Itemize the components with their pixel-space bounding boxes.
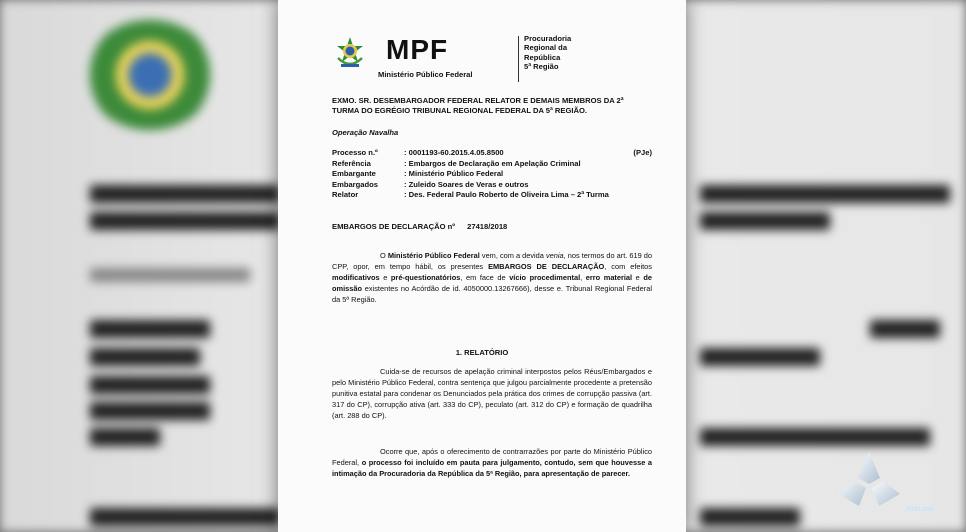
embargos-number: 27418/2018 xyxy=(467,222,508,231)
embargos-heading xyxy=(332,222,507,232)
field-label: Embargados xyxy=(332,179,378,189)
field-value: : Zuleido Soares de Veras e outros xyxy=(404,179,529,189)
operation-name: Operação Navalha xyxy=(332,128,399,137)
field-row xyxy=(332,159,652,170)
field-row xyxy=(332,148,652,159)
field-value: : Ministério Público Federal xyxy=(404,169,504,178)
case-fields xyxy=(332,148,652,201)
field-value: : Embargos de Declaração em Apelação Criminal xyxy=(404,158,581,168)
tv-channel-logo-icon xyxy=(834,448,904,518)
tv-channel-logo-text: ATALAIA xyxy=(906,506,934,513)
document-page xyxy=(278,0,686,532)
field-label: Relator xyxy=(332,190,359,199)
field-row xyxy=(332,190,652,201)
org-line: República xyxy=(524,52,561,62)
field-label: Referência xyxy=(332,158,371,168)
field-extra: (PJe) xyxy=(633,148,652,157)
header-divider xyxy=(518,36,519,82)
occurrence-paragraph: Ocorre que, após o oferecimento de contrarrazões por parte do Ministério Público Federal, o processo foi incluído em pauta para julgamento, contudo, sem que houvesse a intimação da Procuradoria da República da 5ª Região, para apresentação de parecer. xyxy=(332,447,652,479)
field-value: : Des. Federal Paulo Roberto de Oliveira Lima – 2ª Turma xyxy=(404,190,609,199)
mpf-subtitle: Ministério Público Federal xyxy=(378,70,473,79)
mpf-logo-text: MPF xyxy=(386,34,449,65)
org-line: 5ª Região xyxy=(524,62,559,72)
field-label: Processo n.º xyxy=(332,148,378,157)
mpf-organization xyxy=(524,34,571,72)
field-label: Embargante xyxy=(332,169,376,178)
org-line: Regional da xyxy=(524,43,568,53)
field-row xyxy=(332,169,652,180)
org-line: Procuradoria xyxy=(524,34,572,43)
embargos-label: EMBARGOS DE DECLARAÇÃO nº xyxy=(332,222,456,231)
section-title: 1. RELATÓRIO xyxy=(455,348,509,357)
intro-paragraph: O Ministério Público Federal vem, com a devida venia, nos termos do art. 619 do CPP, opor, em tempo hábil, os presentes EMBARGOS DE DECLARAÇÃO, com efeitos modificativos e pré-questionatórios, em face de vício procedimental, erro material e de omissão existentes no Acórdão de id. 4050000.13267666), desse e. Tribunal Regional Federal da 5ª Região. xyxy=(332,251,652,305)
blurred-coat-of-arms xyxy=(85,20,215,130)
field-row xyxy=(332,180,652,191)
report-paragraph: Cuida-se de recursos de apelação criminal interpostos pelos Réus/Embargados e pelo Ministério Público Federal, contra sentença que julgou parcialmente procedente a pretensão punitiva estatal para condenar os Denunciados pela prática dos crimes de corrupção passiva (art. 317 do CP), corrupção ativa (art. 333 do CP), peculato (art. 312 do CP) e formação de quadrilha (art. 288 do CP). xyxy=(332,367,652,421)
coat-of-arms-icon xyxy=(334,36,366,70)
addressee: EXMO. SR. DESEMBARGADOR FEDERAL RELATOR E DEMAIS MEMBROS DA 2ª TURMA DO EGRÉGIO TRIBUNAL REGIONAL FEDERAL DA 5ª REGIÃO. xyxy=(332,96,624,116)
field-value: : 0001193-60.2015.4.05.8500 xyxy=(404,148,504,157)
document-header xyxy=(334,34,634,80)
